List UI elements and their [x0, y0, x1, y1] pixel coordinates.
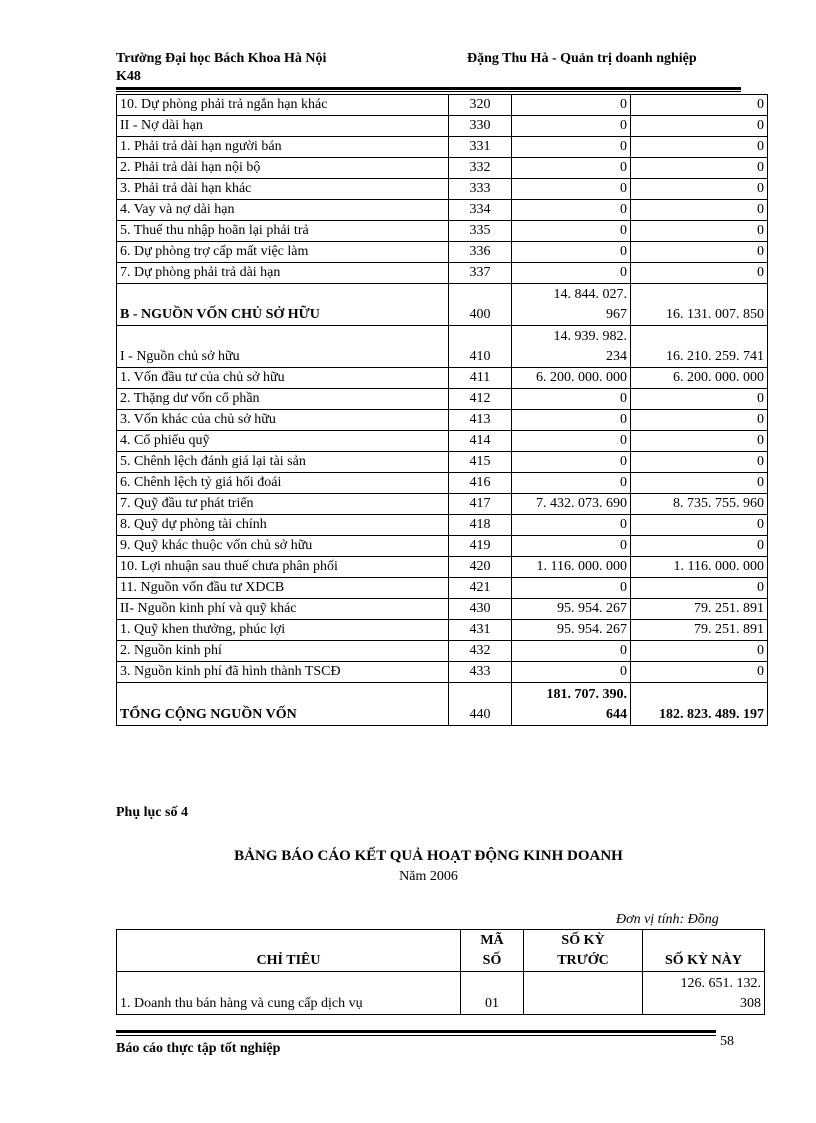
row-label: 1. Doanh thu bán hàng và cung cấp dịch vụ: [117, 972, 461, 1015]
row-value-end: 0: [631, 536, 768, 557]
row-value-begin: 0: [512, 641, 631, 662]
balance-sheet-table: [116, 94, 768, 726]
row-label: 10. Lợi nhuận sau thuế chưa phân phối: [117, 557, 449, 578]
table-row: [117, 284, 768, 326]
table-row: [117, 494, 768, 515]
row-value-end: 16. 210. 259. 741: [631, 326, 768, 368]
row-value-begin: 0: [512, 158, 631, 179]
row-value-begin: 95. 954. 267: [512, 620, 631, 641]
table-row: [117, 221, 768, 242]
appendix-label: Phụ lục số 4: [116, 805, 188, 820]
header-class: K48: [116, 69, 141, 84]
table-row: [117, 137, 768, 158]
row-code: 421: [449, 578, 512, 599]
row-code: 01: [461, 972, 524, 1015]
row-code: 418: [449, 515, 512, 536]
row-label: 5. Thuế thu nhập hoãn lại phải trả: [117, 221, 449, 242]
table-row: [117, 641, 768, 662]
row-current-line1: 126. 651. 132.: [680, 976, 761, 991]
row-value-end: 0: [631, 473, 768, 494]
row-label: 2. Thặng dư vốn cổ phần: [117, 389, 449, 410]
row-value-begin: [512, 326, 631, 368]
income-statement-table: [116, 929, 765, 1015]
row-value-end: 79. 251. 891: [631, 599, 768, 620]
row-value-end: 0: [631, 158, 768, 179]
row-label: 1. Quỹ khen thưởng, phúc lợi: [117, 620, 449, 641]
row-label: 3. Vốn khác của chủ sở hữu: [117, 410, 449, 431]
col-header-prev-line2: TRƯỚC: [557, 953, 609, 968]
row-value-begin: [512, 284, 631, 326]
row-value-begin: 0: [512, 578, 631, 599]
row-label: 5. Chênh lệch đánh giá lại tài sản: [117, 452, 449, 473]
col-header-code: [461, 930, 524, 972]
row-value-begin-line1: 14. 939. 982.: [553, 329, 627, 344]
row-code: 336: [449, 242, 512, 263]
row-label: 6. Chênh lệch tỷ giá hối đoái: [117, 473, 449, 494]
row-value-begin-line2: 967: [606, 307, 627, 322]
row-value-begin: 0: [512, 515, 631, 536]
row-code: 410: [449, 326, 512, 368]
row-value-begin: 6. 200. 000. 000: [512, 368, 631, 389]
row-value-end: 6. 200. 000. 000: [631, 368, 768, 389]
row-value-end: 0: [631, 179, 768, 200]
row-value-begin: 1. 116. 000. 000: [512, 557, 631, 578]
row-current-line2: 308: [740, 996, 761, 1011]
row-value-end: 0: [631, 389, 768, 410]
row-value-end: 0: [631, 221, 768, 242]
table-row: [117, 578, 768, 599]
table-row: [117, 452, 768, 473]
row-label: 2. Nguồn kinh phí: [117, 641, 449, 662]
row-code: 412: [449, 389, 512, 410]
row-value-begin: 0: [512, 473, 631, 494]
row-value-end: 0: [631, 263, 768, 284]
row-code: 334: [449, 200, 512, 221]
col-header-prev-line1: SỐ KỲ: [561, 933, 605, 948]
row-label: 8. Quỹ dự phòng tài chính: [117, 515, 449, 536]
row-value-end: 0: [631, 641, 768, 662]
row-value-begin: 95. 954. 267: [512, 599, 631, 620]
row-value-end: 0: [631, 200, 768, 221]
row-code: 335: [449, 221, 512, 242]
table-row: [117, 242, 768, 263]
row-label: II- Nguồn kinh phí và quỹ khác: [117, 599, 449, 620]
row-code: 333: [449, 179, 512, 200]
row-value-begin: 7. 432. 073. 690: [512, 494, 631, 515]
header-school: [116, 50, 326, 86]
row-value-begin: 0: [512, 116, 631, 137]
row-label: II - Nợ dài hạn: [117, 116, 449, 137]
header-school-name: Trường Đại học Bách Khoa Hà Nội: [116, 51, 327, 66]
row-code: 433: [449, 662, 512, 683]
table-row: [117, 683, 768, 726]
row-value-end: 1. 116. 000. 000: [631, 557, 768, 578]
footer-text: Báo cáo thực tập tốt nghiệp: [116, 1041, 281, 1056]
header-rule: [116, 87, 741, 90]
row-code: 411: [449, 368, 512, 389]
row-prev: [524, 972, 643, 1015]
header-author: Đặng Thu Hà - Quản trị doanh nghiệp: [467, 51, 697, 66]
row-code: 330: [449, 116, 512, 137]
footer-rule: [116, 1030, 716, 1033]
row-code: 419: [449, 536, 512, 557]
table-row: [117, 431, 768, 452]
row-value-begin: 0: [512, 536, 631, 557]
row-label: 4. Cổ phiếu quỹ: [117, 431, 449, 452]
table-row: [117, 389, 768, 410]
table-row: [117, 263, 768, 284]
row-value-begin: 0: [512, 179, 631, 200]
row-label: 3. Phải trả dài hạn khác: [117, 179, 449, 200]
row-code: 320: [449, 95, 512, 116]
footer-rule-thin: [116, 1035, 716, 1036]
table-row: [117, 557, 768, 578]
row-value-begin: 0: [512, 242, 631, 263]
row-label: B - NGUỒN VỐN CHỦ SỞ HỮU: [117, 284, 449, 326]
row-code: 417: [449, 494, 512, 515]
row-label: 1. Phải trả dài hạn người bán: [117, 137, 449, 158]
row-value-end: 0: [631, 95, 768, 116]
table-header-row: [117, 930, 765, 972]
row-value-begin: 0: [512, 200, 631, 221]
row-value-begin: 0: [512, 221, 631, 242]
row-value-end: 8. 735. 755. 960: [631, 494, 768, 515]
row-value-begin-line1: 181. 707. 390.: [546, 687, 627, 702]
row-code: 420: [449, 557, 512, 578]
table-row: [117, 368, 768, 389]
row-value-begin: [512, 683, 631, 726]
table-row: [117, 599, 768, 620]
row-code: 331: [449, 137, 512, 158]
row-value-begin-line2: 234: [606, 349, 627, 364]
row-value-end: 79. 251. 891: [631, 620, 768, 641]
row-code: 416: [449, 473, 512, 494]
row-code: 337: [449, 263, 512, 284]
table-row: [117, 473, 768, 494]
row-value-begin: 0: [512, 137, 631, 158]
table-row: [117, 179, 768, 200]
row-value-end: 0: [631, 452, 768, 473]
row-value-begin: 0: [512, 431, 631, 452]
col-header-current: SỐ KỲ NÀY: [643, 930, 765, 972]
row-label: 7. Quỹ đầu tư phát triển: [117, 494, 449, 515]
col-header-indicator: CHỈ TIÊU: [117, 930, 461, 972]
header-rule-thin: [116, 91, 741, 92]
row-value-end: 0: [631, 578, 768, 599]
table-row: [117, 662, 768, 683]
row-value-end: 0: [631, 662, 768, 683]
table-row: [117, 515, 768, 536]
row-label: 3. Nguồn kinh phí đã hình thành TSCĐ: [117, 662, 449, 683]
row-value-end: 0: [631, 410, 768, 431]
row-value-end: 0: [631, 242, 768, 263]
col-header-code-line1: MÃ: [480, 933, 504, 948]
row-label: 10. Dự phòng phải trả ngắn hạn khác: [117, 95, 449, 116]
row-value-end: 0: [631, 137, 768, 158]
table-row: [117, 326, 768, 368]
table-row: [117, 536, 768, 557]
row-value-begin: 0: [512, 95, 631, 116]
row-value-begin-line1: 14. 844. 027.: [553, 287, 627, 302]
row-value-end: 0: [631, 431, 768, 452]
row-current: [643, 972, 765, 1015]
row-label: TỔNG CỘNG NGUỒN VỐN: [117, 683, 449, 726]
row-value-begin: 0: [512, 452, 631, 473]
row-label: 11. Nguồn vốn đầu tư XDCB: [117, 578, 449, 599]
row-label: 1. Vốn đầu tư của chủ sở hữu: [117, 368, 449, 389]
table-row: [117, 620, 768, 641]
row-code: 415: [449, 452, 512, 473]
row-value-end: 0: [631, 515, 768, 536]
row-value-begin: 0: [512, 389, 631, 410]
row-value-end: 0: [631, 116, 768, 137]
row-value-begin: 0: [512, 410, 631, 431]
col-header-code-line2: SỐ: [482, 953, 502, 968]
row-code: 413: [449, 410, 512, 431]
row-value-end: 182. 823. 489. 197: [631, 683, 768, 726]
table-row: [117, 116, 768, 137]
row-code: 430: [449, 599, 512, 620]
report-title: BẢNG BÁO CÁO KẾT QUẢ HOẠT ĐỘNG KINH DOANH: [234, 848, 623, 864]
table-row: [117, 158, 768, 179]
table-row: [117, 410, 768, 431]
row-code: 440: [449, 683, 512, 726]
row-label: 9. Quỹ khác thuộc vốn chủ sở hữu: [117, 536, 449, 557]
row-label: 7. Dự phòng phải trả dài hạn: [117, 263, 449, 284]
row-label: 2. Phải trả dài hạn nội bộ: [117, 158, 449, 179]
row-code: 431: [449, 620, 512, 641]
table-row: [117, 972, 765, 1015]
table-row: [117, 95, 768, 116]
row-code: 432: [449, 641, 512, 662]
row-code: 414: [449, 431, 512, 452]
row-code: 400: [449, 284, 512, 326]
row-value-end: 16. 131. 007. 850: [631, 284, 768, 326]
page-number: 58: [720, 1034, 734, 1049]
unit-label: Đơn vị tính: Đồng: [616, 912, 719, 927]
row-label: 4. Vay và nợ dài hạn: [117, 200, 449, 221]
row-value-begin: 0: [512, 662, 631, 683]
row-code: 332: [449, 158, 512, 179]
row-label: 6. Dự phòng trợ cấp mất việc làm: [117, 242, 449, 263]
report-year: Năm 2006: [399, 869, 458, 884]
row-value-begin-line2: 644: [606, 707, 627, 722]
row-label: I - Nguồn chủ sở hữu: [117, 326, 449, 368]
row-value-begin: 0: [512, 263, 631, 284]
col-header-prev: [524, 930, 643, 972]
table-row: [117, 200, 768, 221]
